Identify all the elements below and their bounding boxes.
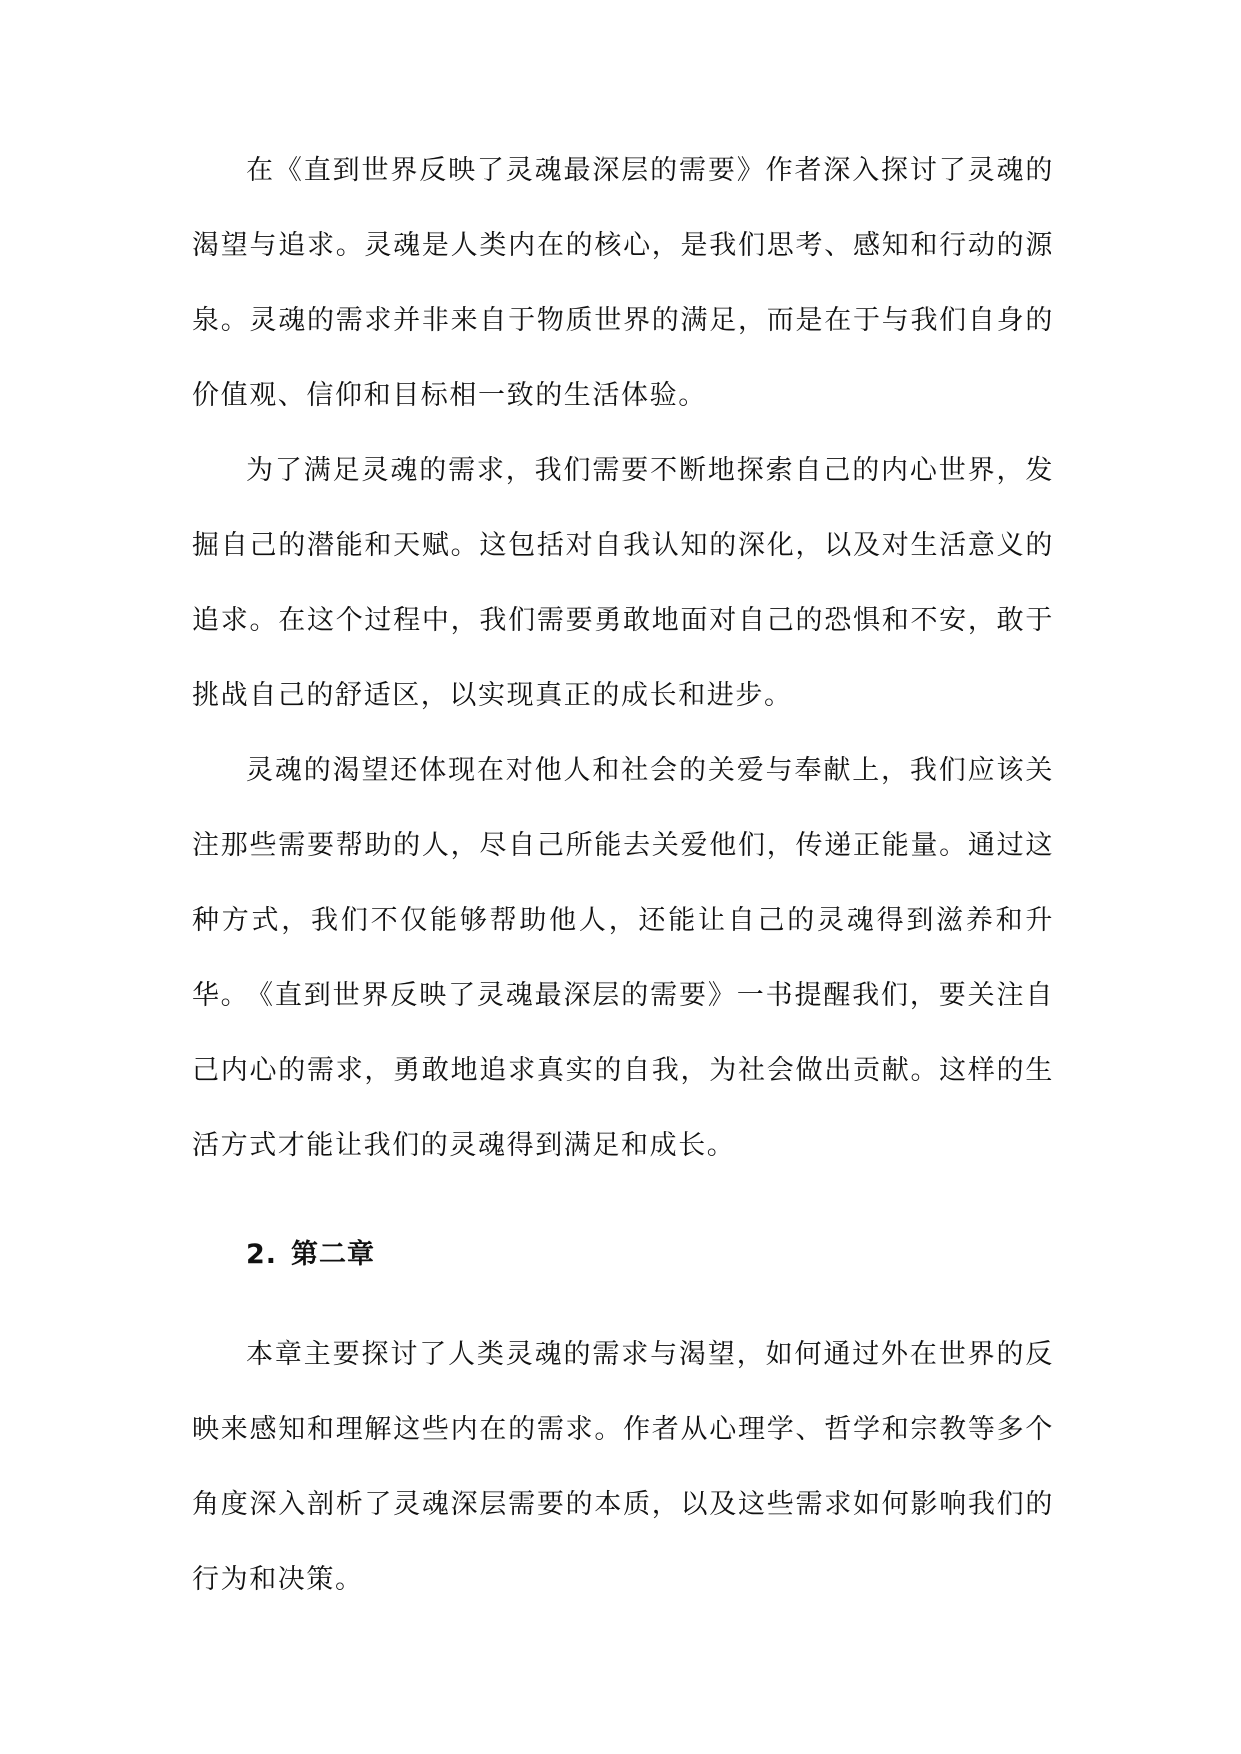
body-paragraph: 本章主要探讨了人类灵魂的需求与渴望，如何通过外在世界的反映来感知和理解这些内在的需求。作者从心理学、哲学和宗教等多个角度深入剖析了灵魂深层需要的本质，以及这些需求如何影响我们的行为和决策。 (192, 1339, 1054, 1595)
section-number: 2. (246, 1239, 278, 1270)
section-heading (246, 1232, 375, 1271)
body-paragraph: 灵魂的渴望还体现在对他人和社会的关爱与奉献上，我们应该关注那些需要帮助的人，尽自己所能去关爱他们，传递正能量。通过这种方式，我们不仅能够帮助他人，还能让自己的灵魂得到滋养和升华。 (192, 755, 1054, 1011)
body-paragraph: 为了满足灵魂的需求，我们需要不断地探索自己的内心世界，发掘自己的潜能和天赋。这包括对自我认知的深化，以及对生活意义的追求。在这个过程中，我们需要勇敢地面对自己的恐惧和不安，敢于挑战自己的舒适区，以实现真正的成长和进步。 (192, 455, 1054, 711)
section-title: 第二章 (291, 1239, 376, 1270)
paragraph-block (192, 433, 1054, 733)
body-paragraph: 在《直到世界反映了灵魂最深层的需要》作者深入探讨了灵魂的渴望与追求。灵魂是人类内在的核心，是我们思考、感知和行动的源泉。灵魂的需求并非来自于物质世界的满足，而是在于与我们自身的价值观、信仰和目标相一致的生活体验。 (192, 155, 1054, 411)
paragraph-block (192, 958, 1054, 1183)
paragraph-block (192, 133, 1054, 433)
body-paragraph: 《直到世界反映了灵魂最深层的需要》一书提醒我们，要关注自己内心的需求，勇敢地追求真实的自我，为社会做出贡献。这样的生活方式才能让我们的灵魂得到满足和成长。 (192, 980, 1054, 1161)
paragraph-block (192, 1317, 1054, 1617)
